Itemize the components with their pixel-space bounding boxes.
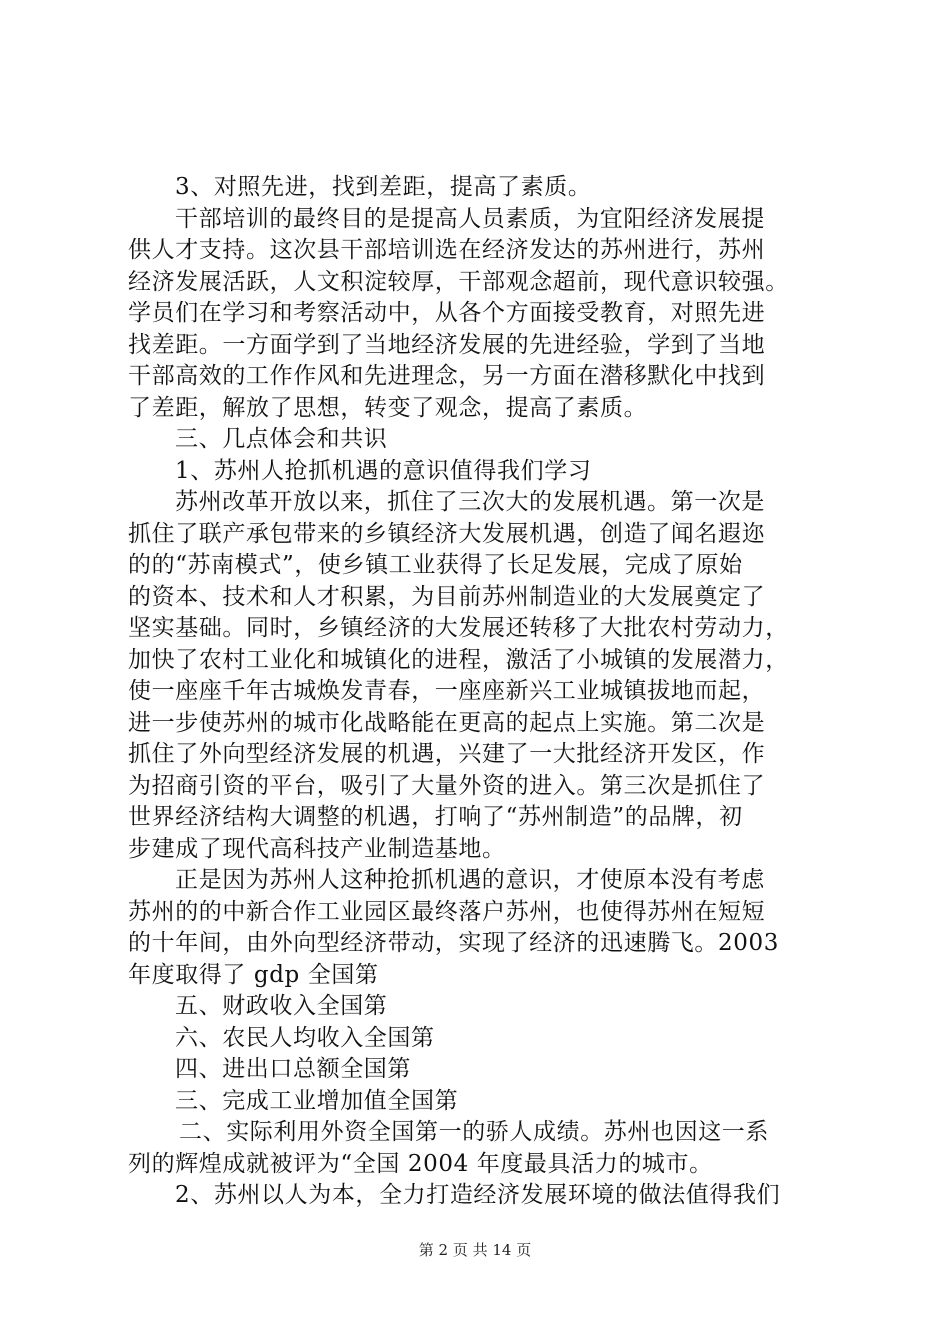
text-line: 坚实基础。同时，乡镇经济的大发展还转移了大批农村劳动力， [128, 615, 789, 641]
text-line: 步建成了现代高科技产业制造基地。 [128, 835, 506, 862]
text-line: 正是因为苏州人这种抢抓机遇的意识，才使原本没有考虑 [175, 867, 765, 893]
text-line: 年度取得了 gdp 全国第 [128, 961, 379, 988]
text-line: 干部培训的最终目的是提高人员素质，为宜阳经济发展提 [175, 205, 765, 232]
section-heading: 三、几点体会和共识 [175, 426, 388, 452]
text-line: 了差距，解放了思想，转变了观念，提高了素质。 [128, 394, 648, 421]
text-line: 的资本、技术和人才积累，为目前苏州制造业的大发展奠定了 [128, 583, 766, 610]
text-line: 经济发展活跃，人文积淀较厚，干部观念超前，现代意识较强。 [128, 268, 789, 295]
text-line: 世界经济结构大调整的机遇，打响了“苏州制造”的品牌，初 [128, 804, 743, 830]
text-line: 加快了农村工业化和城镇化的进程，激活了小城镇的发展潜力， [128, 646, 789, 673]
text-line: 学员们在学习和考察活动中，从各个方面接受教育，对照先进 [128, 300, 766, 326]
list-item: 三、完成工业增加值全国第 [175, 1087, 459, 1114]
text-line: 的的“苏南模式”，使乡镇工业获得了长足发展，完成了原始 [128, 552, 743, 578]
list-item: 四、进出口总额全国第 [175, 1056, 411, 1082]
text-line: 3、对照先进，找到差距，提高了素质。 [175, 174, 592, 200]
text-line: 进一步使苏州的城市化战略能在更高的起点上实施。第二次是 [128, 709, 766, 736]
text-line: 列的辉煌成就被评为“全国 2004 年度最具活力的城市。 [128, 1150, 713, 1177]
text-line: 的十年间，由外向型经济带动，实现了经济的迅速腾飞。2003 [128, 930, 779, 956]
list-item: 五、财政收入全国第 [175, 993, 388, 1019]
document-body [128, 172, 836, 1212]
text-line: 干部高效的工作作风和先进理念，另一方面在潜移默化中找到 [128, 363, 766, 389]
text-line: 苏州改革开放以来，抓住了三次大的发展机遇。第一次是 [175, 489, 765, 515]
text-line: 为招商引资的平台，吸引了大量外资的进入。第三次是抓住了 [128, 772, 766, 799]
subsection-heading: 1、苏州人抢抓机遇的意识值得我们学习 [175, 457, 592, 484]
page-number-footer: 第 2 页 共 14 页 [418, 1241, 532, 1259]
text-line: 找差距。一方面学到了当地经济发展的先进经验，学到了当地 [128, 331, 766, 358]
text-line: 供人才支持。这次县干部培训选在经济发达的苏州进行，苏州 [128, 237, 766, 263]
subsection-heading: 2、苏州以人为本，全力打造经济发展环境的做法值得我们 [175, 1182, 781, 1208]
text-line: 苏州的的中新合作工业园区最终落户苏州，也使得苏州在短短 [128, 898, 766, 925]
list-item: 二、实际利用外资全国第一的骄人成绩。苏州也因这一系 [179, 1119, 769, 1145]
text-line: 使一座座千年古城焕发青春，一座座新兴工业城镇拔地而起， [128, 678, 766, 704]
list-item: 六、农民人均收入全国第 [175, 1024, 435, 1051]
text-line: 抓住了联产承包带来的乡镇经济大发展机遇，创造了闻名遐迩 [128, 520, 766, 547]
text-line: 抓住了外向型经济发展的机遇，兴建了一大批经济开发区，作 [128, 741, 766, 767]
